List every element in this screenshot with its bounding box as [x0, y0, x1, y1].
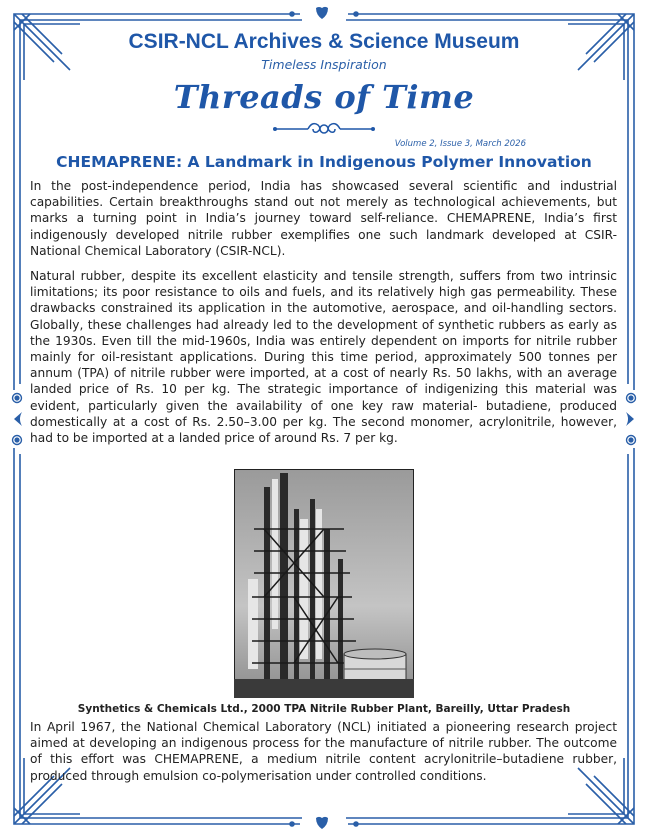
newsletter-logo: Threads of Time [173, 78, 475, 116]
archive-tagline: Timeless Inspiration [261, 57, 387, 72]
figure-caption: Synthetics & Chemicals Ltd., 2000 TPA Nitrile Rubber Plant, Bareilly, Uttar Pradesh [77, 703, 571, 715]
article-headline: CHEMAPRENE: A Landmark in Indigenous Polymer Innovation [56, 153, 592, 171]
archive-title: CSIR-NCL Archives & Science Museum [128, 30, 520, 53]
paragraph-ncl-project: In April 1967, the National Chemical Laboratory (NCL) initiated a pioneering research project aimed at developing an indigenous process for the manufacture of nitrile rubber. The outcome of this effort was CHEMAPRENE, a medium nitrile content acrylonitrile–butadiene rubber, produced through emulsion co-polymerisation under controlled conditions. [30, 720, 617, 783]
swirl-ornament-icon [272, 118, 376, 140]
paragraph-background: Natural rubber, despite its excellent elasticity and tensile strength, suffers from two intrinsic limitations; its poor resistance to oils and fuels, and its relatively high gas permeability. These drawbacks constrained its application in the automotive, aerospace, and oil-handling sectors. Globally, these challenges had already led to the development of synthetic rubbers as early as the 1930s. Even till the mid-1960s, India was entirely dependent on imports for nitrile rubber mainly for oil-resistant applications. During this time period, approximately 500 tonnes per annum (TPA) of nitrile rubber were imported, at a cost of nearly Rs. 50 lakhs, with an average landed price of Rs. 10 per kg. The strategic importance of indigenizing this material was evident, particularly given the availability of one key raw material- butadiene, produced domestically at a cost of Rs. 2.50–3.00 per kg. The second monomer, acrylonitrile, however, had to be imported at a landed price of around Rs. 7 per kg. [30, 269, 617, 446]
plant-photo [234, 469, 414, 698]
masthead [0, 30, 648, 72]
issue-info: Volume 2, Issue 3, March 2026 [394, 139, 526, 149]
paragraph-intro: In the post-independence period, India has showcased several scientific and industrial capabilities. Certain breakthroughs stand out not merely as technological achievements, but marks a turning point in India’s journey toward self-reliance. CHEMAPRENE, India’s first indigenously developed nitrile rubber exemplifies one such landmark developed at CSIR-National Chemical Laboratory (CSIR-NCL). [30, 179, 617, 258]
